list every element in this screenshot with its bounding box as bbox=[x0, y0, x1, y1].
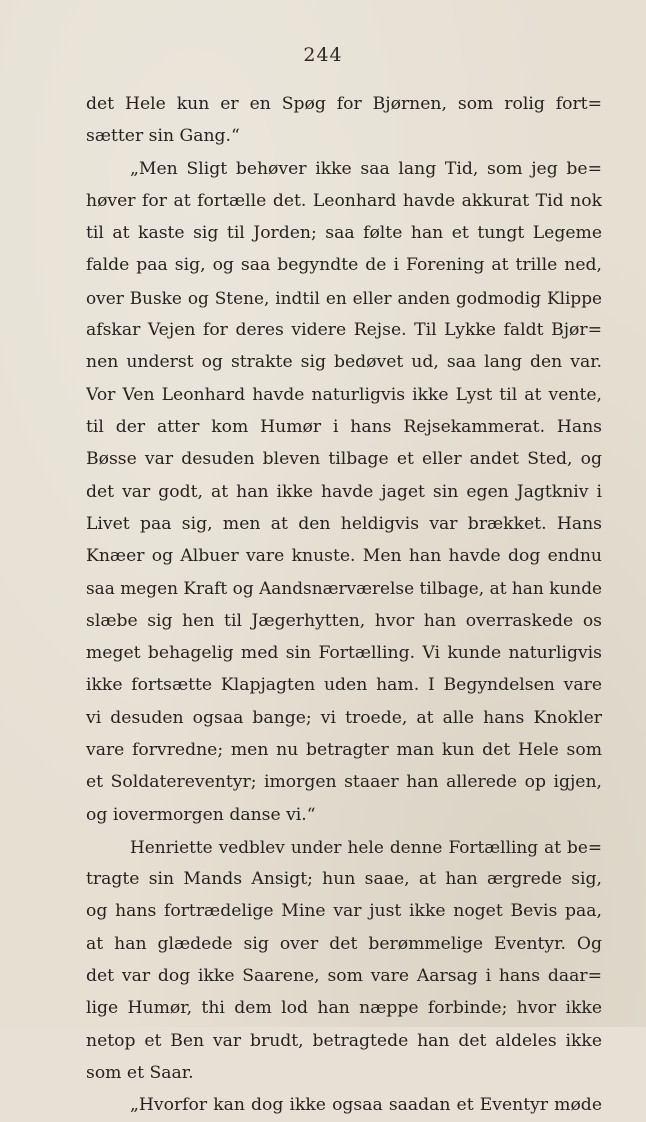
text-line: „Men Sligt behøver ikke saa lang Tid, som jeg be= bbox=[130, 158, 602, 179]
text-line: over Buske og Stene, indtil en eller anden godmodig Klippe bbox=[86, 287, 602, 308]
text-line: sætter sin Gang.“ bbox=[86, 126, 240, 147]
text-line: et Soldatereventyr; imorgen staaer han allerede op igjen, bbox=[86, 772, 602, 793]
page-number: 244 bbox=[303, 44, 343, 66]
text-line: Livet paa sig, men at den heldigvis var brækket. Hans bbox=[86, 513, 602, 534]
text-line: lige Humør, thi dem lod han næppe forbinde; hvor ikke bbox=[86, 998, 602, 1019]
text-line: meget behagelig med sin Fortælling. Vi kunde naturligvis bbox=[86, 643, 602, 664]
text-line: Vor Ven Leonhard havde naturligvis ikke Lyst til at vente, bbox=[86, 384, 602, 405]
text-line: det var godt, at han ikke havde jaget sin egen Jagtkniv i bbox=[86, 481, 602, 502]
text-line: „Hvorfor kan dog ikke ogsaa saadan et Eventyr møde bbox=[130, 1095, 602, 1116]
text-line: saa megen Kraft og Aandsnærværelse tilbage, at han kunde bbox=[86, 578, 602, 599]
text-line: Bøsse var desuden bleven tilbage et eller andet Sted, og bbox=[86, 449, 602, 470]
text-line: Henriette vedblev under hele denne Fortælling at be= bbox=[130, 836, 602, 857]
text-line: Knæer og Albuer vare knuste. Men han havde dog endnu bbox=[86, 546, 602, 567]
text-line: netop et Ben var brudt, betragtede han det aldeles ikke bbox=[86, 1030, 602, 1051]
text-line: afskar Vejen for deres videre Rejse. Til Lykke faldt Bjør= bbox=[86, 320, 602, 341]
text-line: tragte sin Mands Ansigt; hun saae, at han ærgrede sig, bbox=[86, 869, 602, 890]
text-line: vare forvredne; men nu betragter man kun det Hele som bbox=[86, 739, 602, 760]
text-line: til at kaste sig til Jorden; saa følte han et tungt Legeme bbox=[86, 223, 602, 244]
text-line: vi desuden ogsaa bange; vi troede, at alle hans Knokler bbox=[86, 707, 602, 728]
text-line: slæbe sig hen til Jægerhytten, hvor han overraskede os bbox=[86, 610, 602, 631]
text-line: høver for at fortælle det. Leonhard havde akkurat Tid nok bbox=[86, 190, 602, 211]
text-line: som et Saar. bbox=[86, 1062, 194, 1083]
body-text bbox=[86, 88, 602, 1122]
text-line: at han glædede sig over det berømmelige Eventyr. Og bbox=[86, 933, 602, 954]
text-line: det var dog ikke Saarene, som vare Aarsag i hans daar= bbox=[86, 966, 602, 987]
text-line: det Hele kun er en Spøg for Bjørnen, som rolig fort= bbox=[86, 94, 602, 114]
text-line: ikke fortsætte Klapjagten uden ham. I Begyndelsen vare bbox=[86, 675, 602, 696]
text-line: og iovermorgen danse vi.“ bbox=[86, 804, 316, 825]
text-line: nen underst og strakte sig bedøvet ud, saa lang den var. bbox=[86, 352, 602, 373]
text-line: og hans fortrædelige Mine var just ikke noget Bevis paa, bbox=[86, 901, 602, 922]
text-line: falde paa sig, og saa begyndte de i Forening at trille ned, bbox=[86, 255, 602, 276]
text-line: til der atter kom Humør i hans Rejsekammerat. Hans bbox=[86, 416, 602, 437]
